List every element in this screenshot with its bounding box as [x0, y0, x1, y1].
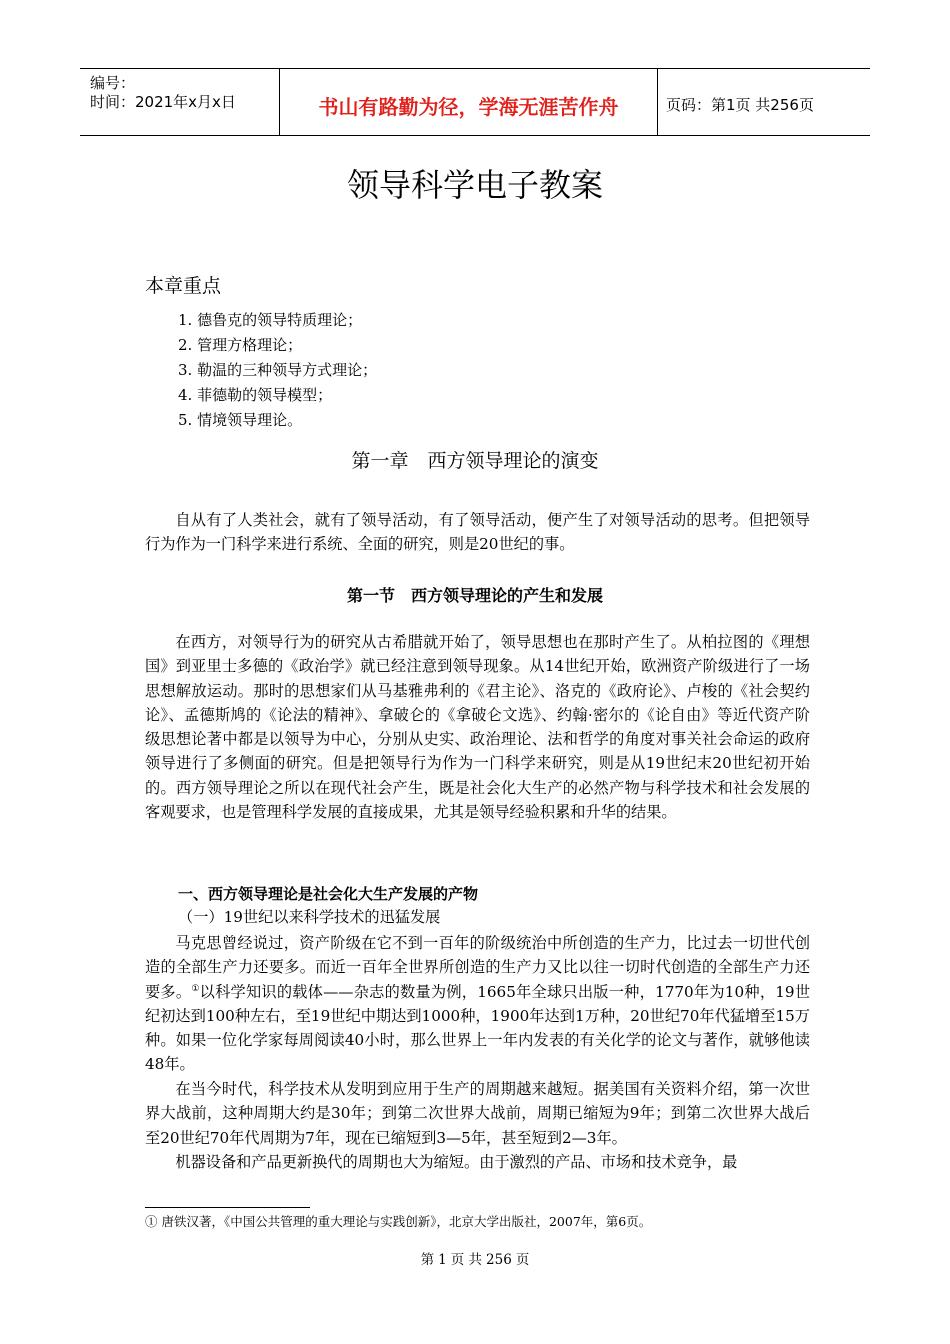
time-label: 时间：2021年x月x日: [90, 93, 236, 111]
motto: 书山有路勤为径，学海无涯苦作舟: [318, 95, 619, 119]
section-paragraph: 在西方，对领导行为的研究从古希腊就开始了，领导思想也在那时产生了。从柏拉图的《理想国》到亚里士多德的《政治学》就已经注意到领导现象。从14世纪开始，欧洲资产阶级进行了一场思想解放运动。那时的思想家们从马基雅弗利的《君主论》、洛克的《政府论》、卢梭的《社会契约论》、孟德斯鸠的《论法的精神》、拿破仑的《拿破仑文选》、约翰·密尔的《论自由》等近代资产阶级思想论著中都是以领导为中心，分别从史实、政治理论、法和哲学的角度对事关社会命运的政府领导进行了多侧面的研究。但是把领导行为作为一门科学来研究，则是从19世纪末20世纪初开始的。西方领导理论之所以在现代社会产生，既是社会化大生产的必然产物与科学技术和社会发展的客观要求，也是管理科学发展的直接成果，尤其是领导经验积累和升华的结果。: [145, 633, 810, 822]
number-label: 编号：: [90, 74, 136, 92]
machine-paragraph: 机器设备和产品更新换代的周期也大为缩短。由于激烈的产品、市场和技术竞争，最: [175, 1153, 738, 1171]
footnote-marker[interactable]: ①: [191, 983, 200, 994]
document-title: 领导科学电子教案: [346, 166, 603, 204]
subheading-1: 一、西方领导理论是社会化大生产发展的产物: [178, 885, 479, 903]
list-item: 2. 管理方格理论；: [178, 336, 303, 354]
page-footer: [0, 1248, 950, 1268]
marx-paragraph-a: 马克思曾经说过，资产阶级在它不到一百年的阶级统治中所创造的生产力，比过去一切世代创造的全部生产力还要多。而近一百年全世界所创造的生产力又比以往一切时代创造的全部生产力还要多。: [145, 934, 810, 1001]
marx-paragraph: [145, 931, 810, 1077]
footnote-divider: [145, 1207, 310, 1208]
footer-total-pages: 256: [486, 1252, 512, 1268]
footer-suffix: 页: [515, 1252, 530, 1268]
subheading-2: （一）19世纪以来科学技术的迅猛发展: [178, 908, 441, 926]
header-left-cell: [80, 69, 280, 135]
section-title: 第一节 西方领导理论的产生和发展: [346, 586, 603, 605]
header-motto-cell: [280, 69, 658, 135]
key-points-list: [178, 308, 377, 433]
list-item: 4. 菲德勒的领导模型；: [178, 386, 333, 404]
footnote: ① 唐铁汉著，《中国公共管理的重大理论与实践创新》，北京大学出版社，2007年，第6页。: [145, 1214, 652, 1229]
footer-prefix: 第: [420, 1252, 435, 1268]
footer-middle: 页 共: [450, 1252, 483, 1268]
cycle-paragraph: 在当今时代，科学技术从发明到应用于生产的周期越来越短。据美国有关资料介绍，第一次世界大战前，这种周期大约是30年；到第二次世界大战前，周期已缩短为9年；到第二次世界大战后至20世纪70年代周期为7年，现在已缩短到3—5年，甚至短到2—3年。: [145, 1080, 810, 1147]
page-info: 页码：第1页 共256页: [666, 96, 814, 114]
list-item: 1. 德鲁克的领导特质理论；: [178, 311, 363, 329]
footer-page-number: 1: [438, 1252, 447, 1268]
intro-paragraph: 自从有了人类社会，就有了领导活动，有了领导活动，便产生了对领导活动的思考。但把领导行为作为一门科学来进行系统、全面的研究，则是20世纪的事。: [145, 511, 810, 554]
header-page-cell: [658, 69, 870, 135]
list-item: 3. 勒温的三种领导方式理论；: [178, 361, 378, 379]
header-table: [80, 68, 870, 136]
chapter-title: 第一章 西方领导理论的演变: [351, 450, 599, 472]
list-item: 5. 情境领导理论。: [178, 411, 303, 429]
marx-paragraph-b: 以科学知识的载体——杂志的数量为例，1665年全球只出版一种，1770年为10种，19世纪初达到100种左右，至19世纪中期达到1000种，1900年达到1万种，20世纪70年代猛增至15万种。如果一位化学家每周阅读40小时，那么世界上一年内发表的有关化学的论文与著作，就够他读48年。: [145, 982, 811, 1074]
key-points-heading: 本章重点: [145, 275, 222, 297]
